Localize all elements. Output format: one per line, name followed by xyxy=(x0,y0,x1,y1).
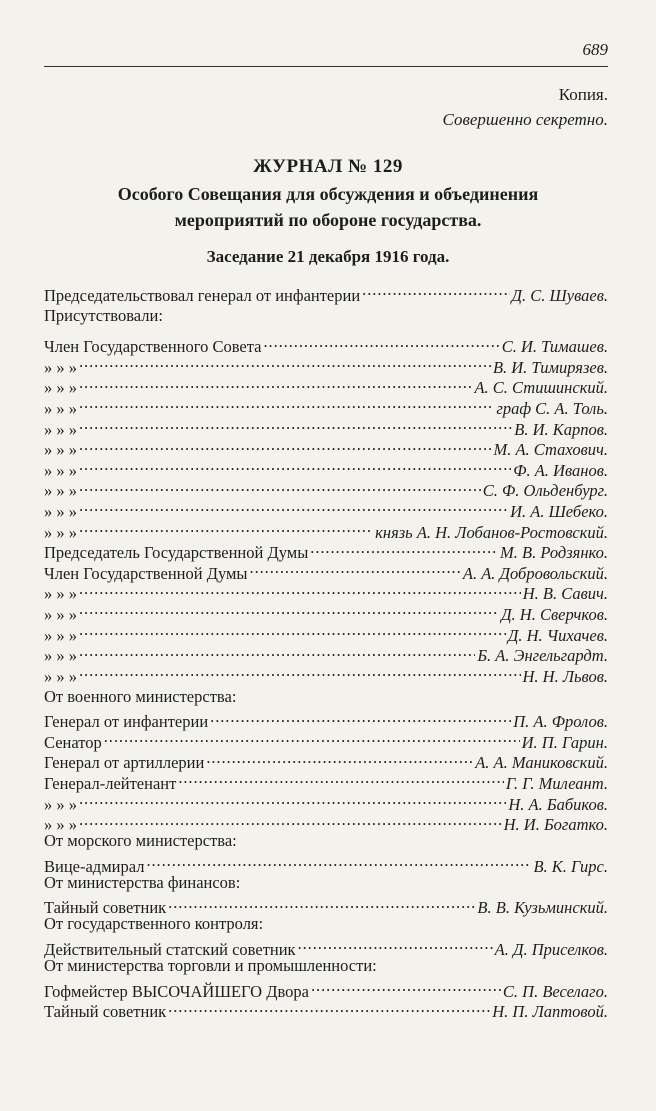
leader-dots xyxy=(298,934,493,955)
leader-dots xyxy=(79,789,506,810)
state-council-list xyxy=(44,332,608,542)
attendee-name: Н. И. Богатко. xyxy=(503,815,608,835)
war-ministry-list xyxy=(44,707,608,835)
attendee-title: Тайный советник xyxy=(44,1002,167,1022)
attendee-name: А. А. Добровольский. xyxy=(462,563,608,583)
attendee-title: » » » xyxy=(44,666,77,686)
present-label: Присутствовали: xyxy=(44,305,163,325)
leader-dots xyxy=(79,373,472,394)
attendee-name: М. А. Стахович. xyxy=(493,440,608,460)
copy-label: Копия. xyxy=(558,85,608,104)
attendee-name: В. В. Кузьминский. xyxy=(477,898,608,918)
attendee-row xyxy=(44,851,608,876)
attendee-title: » » » xyxy=(44,522,77,542)
leader-dots xyxy=(79,352,491,373)
page-number: 689 xyxy=(582,40,608,59)
attendee-title: Генерал от инфантерии xyxy=(44,712,209,732)
leader-dots xyxy=(79,641,475,662)
attendee-name: А. С. Стишинский. xyxy=(474,378,608,398)
leader-dots xyxy=(79,393,494,414)
navy-label: От морского министерства: xyxy=(44,831,237,851)
finance-label: От министерства финансов: xyxy=(44,872,241,892)
attendance-list xyxy=(44,280,608,1022)
leader-dots xyxy=(79,661,521,682)
attendee-title: Вице-адмирал xyxy=(44,856,145,876)
leader-dots xyxy=(104,727,520,748)
attendee-name: В. К. Гирс. xyxy=(533,856,608,876)
header-rule xyxy=(44,66,608,67)
attendee-name: Н. Н. Львов. xyxy=(522,666,608,686)
subtitle-line-1: Особого Совещания для обсуждения и объединения xyxy=(117,184,539,204)
attendee-name: граф С. А. Толь. xyxy=(496,398,608,418)
attendee-row xyxy=(44,976,608,1001)
attendee-name: Н. В. Савич. xyxy=(522,584,608,604)
attendee-title: » » » xyxy=(44,419,77,439)
attendee-name: В. И. Карпов. xyxy=(514,419,608,439)
attendee-title: » » » xyxy=(44,584,77,604)
attendee-title: » » » xyxy=(44,440,77,460)
attendee-name: Д. Н. Чихачев. xyxy=(507,625,608,645)
attendee-name: Н. А. Бабиков. xyxy=(508,794,608,814)
attendee-name: И. П. Гарин. xyxy=(521,732,608,752)
leader-dots xyxy=(79,579,521,600)
attendee-title: » » » xyxy=(44,378,77,398)
leader-dots xyxy=(168,893,475,914)
attendee-title: » » » xyxy=(44,398,77,418)
leader-dots xyxy=(168,997,490,1018)
attendee-name: В. И. Тимирязев. xyxy=(492,357,608,377)
chair-name: Д. С. Шуваев. xyxy=(511,285,608,305)
attendee-title: Сенатор xyxy=(44,732,102,752)
attendee-title: » » » xyxy=(44,794,77,814)
leader-dots xyxy=(79,810,502,831)
attendee-title: Гофмейстер ВЫСОЧАЙШЕГО Двора xyxy=(44,981,309,1001)
chair-row xyxy=(44,280,608,305)
attendee-title: » » » xyxy=(44,815,77,835)
leader-dots xyxy=(362,280,509,301)
leader-dots xyxy=(210,707,511,728)
session-date: Заседание 21 декабря 1916 года. xyxy=(206,247,450,266)
attendee-title: » » » xyxy=(44,460,77,480)
leader-dots xyxy=(79,517,373,538)
leader-dots xyxy=(79,455,511,476)
leader-dots xyxy=(311,976,501,997)
attendee-title: » » » xyxy=(44,625,77,645)
subtitle-line-2: мероприятий по обороне государства. xyxy=(174,210,482,230)
attendee-title: Генерал-лейтенант xyxy=(44,774,177,794)
attendee-title: » » » xyxy=(44,481,77,501)
attendee-name: И. А. Шебеко. xyxy=(510,501,608,521)
leader-dots xyxy=(79,620,506,641)
leader-dots xyxy=(263,332,499,353)
attendee-name: Б. А. Энгельгардт. xyxy=(477,646,608,666)
navy-list xyxy=(44,851,608,876)
attendee-name: князь А. Н. Лобанов-Ростовский. xyxy=(375,522,608,542)
leader-dots xyxy=(146,851,531,872)
leader-dots xyxy=(79,435,491,456)
attendee-row xyxy=(44,707,608,732)
attendee-title: » » » xyxy=(44,501,77,521)
leader-dots xyxy=(79,599,499,620)
trade-list xyxy=(44,976,608,1022)
trade-label: От министерства торговли и промышленности: xyxy=(44,956,377,976)
control-label: От государственного контроля: xyxy=(44,914,264,934)
leader-dots xyxy=(250,558,461,579)
journal-subtitle xyxy=(60,181,596,233)
leader-dots xyxy=(79,414,512,435)
control-list xyxy=(44,934,608,960)
attendee-title: Тайный советник xyxy=(44,898,167,918)
leader-dots xyxy=(79,476,481,497)
attendee-title: » » » xyxy=(44,357,77,377)
attendee-title: Действительный статский советник xyxy=(44,940,296,960)
duma-list xyxy=(44,558,608,686)
attendee-name: Г. Г. Милеант. xyxy=(505,774,608,794)
leader-dots xyxy=(310,538,498,559)
finance-list xyxy=(44,893,608,918)
attendee-title: Генерал от артиллерии xyxy=(44,753,205,773)
attendee-name: С. И. Тимашев. xyxy=(501,337,608,357)
chair-title: Председательствовал генерал от инфантерии xyxy=(44,285,361,305)
leader-dots xyxy=(79,496,508,517)
attendee-title: Член Государственной Думы xyxy=(44,563,248,583)
attendee-title: » » » xyxy=(44,646,77,666)
attendee-name: Ф. А. Иванов. xyxy=(513,460,608,480)
leader-dots xyxy=(206,748,473,769)
attendee-title: Член Государственного Совета xyxy=(44,337,262,357)
attendee-name: П. А. Фролов. xyxy=(513,712,608,732)
duma-chair-name: М. В. Родзянко. xyxy=(500,543,608,563)
leader-dots xyxy=(178,768,503,789)
attendee-row xyxy=(44,893,608,918)
attendee-name: С. П. Веселаго. xyxy=(502,981,608,1001)
attendee-row xyxy=(44,934,608,960)
attendee-name: Н. П. Лаптовой. xyxy=(492,1002,608,1022)
attendee-row xyxy=(44,332,608,357)
attendee-name: А. А. Маниковский. xyxy=(475,753,608,773)
journal-title: ЖУРНАЛ № 129 xyxy=(253,156,403,177)
attendee-name: А. Д. Приселков. xyxy=(494,940,608,960)
war-ministry-label: От военного министерства: xyxy=(44,686,237,706)
attendee-name: Д. Н. Сверчков. xyxy=(501,604,608,624)
attendee-name: С. Ф. Ольденбург. xyxy=(482,481,608,501)
secrecy-label: Совершенно секретно. xyxy=(442,110,608,129)
attendee-title: » » » xyxy=(44,604,77,624)
duma-chair-title: Председатель Государственной Думы xyxy=(44,543,309,563)
